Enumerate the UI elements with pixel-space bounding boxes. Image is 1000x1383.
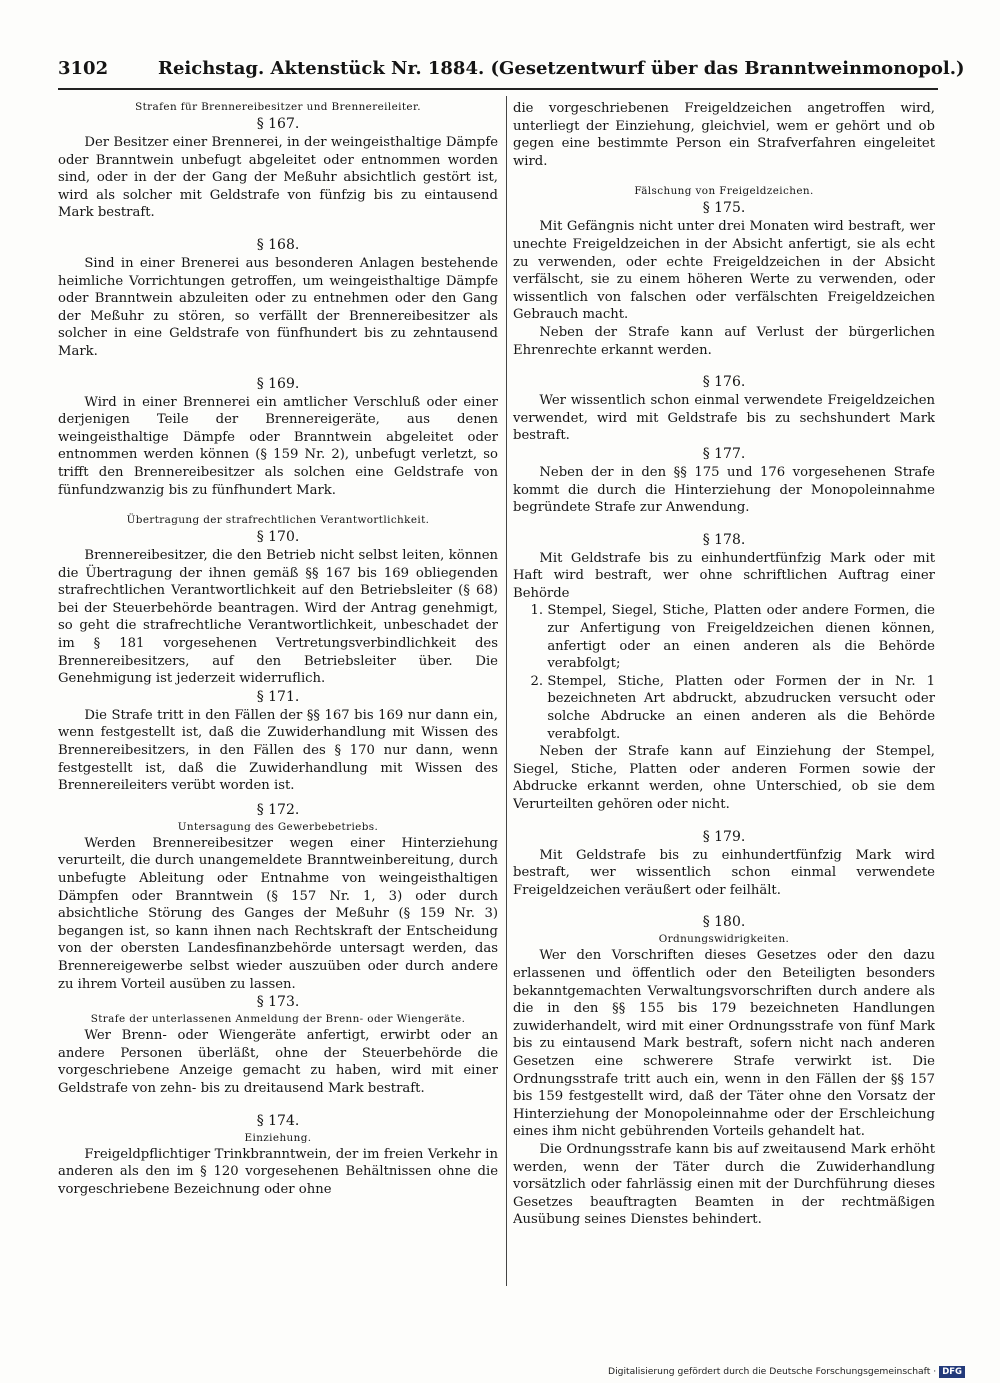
section-number: § 180. xyxy=(702,914,746,931)
paragraph: Die Strafe tritt in den Fällen der §§ 167 bis 169 nur dann ein, wenn festgestellt ist, daß die Zuwiderhandlung mit Wissen des Brennereibesitzers, in den Fällen des § 170 nur dann, wenn festgestellt ist, daß die Zuwiderhandlung mit Wissen des Brennereileiters verübt worden ist. xyxy=(58,707,498,794)
section-number: § 177. xyxy=(702,445,746,462)
page-header xyxy=(58,58,965,88)
paragraph: Mit Geldstrafe bis zu einhundertfünfzig Mark oder mit Haft wird bestraft, wer ohne schriftlichen Auftrag einer Behörde xyxy=(513,550,935,601)
section-subheading: Einziehung. xyxy=(244,1131,312,1144)
paragraph: Die Ordnungsstrafe kann bis auf zweitausend Mark erhöht werden, wenn der Täter durch die Zuwiderhandlung vorsätzlich oder fahrlässig einen mit der Durchführung dieses Gesetzes beauftragten Beamten in der rechtmäßigen Ausübung seines Dienstes behindert. xyxy=(513,1141,935,1228)
section-number: § 175. xyxy=(702,200,746,217)
section-number: § 173. xyxy=(256,994,300,1011)
spacer xyxy=(513,899,935,913)
paragraph: Mit Gefängnis nicht unter drei Monaten wird bestraft, wer unechte Freigeldzeichen in der Absicht anfertigt, sie als echt zu verwenden, oder echte Freigeldzeichen in der Absicht verfälscht, sie zu einem höheren Werte zu verwenden, oder wissentlich von falschen oder verfälschten Freigeldzeichen Gebrauch macht. xyxy=(513,219,935,323)
running-title: Reichstag. Aktenstück Nr. 1884. (Gesetzentwurf über das Branntweinmonopol.) xyxy=(158,58,965,79)
list-item: 2. Stempel, Stiche, Platten oder Formen der in Nr. 1 bezeichneten Art abdruckt, abzudrucken versucht oder solche Abdrucke an einen anderen als die Behörde verabfolgt. xyxy=(547,673,935,743)
spacer xyxy=(513,170,935,184)
page-number: 3102 xyxy=(58,58,109,79)
section-subheading: Fälschung von Freigeldzeichen. xyxy=(634,185,814,198)
section-number: § 168. xyxy=(256,236,300,253)
spacer xyxy=(58,499,498,513)
section-number: § 170. xyxy=(256,529,300,546)
left-column xyxy=(58,100,498,1280)
paragraph: Werden Brennereibesitzer wegen einer Hinterziehung verurteilt, die durch unangemeldete Branntweinbereitung, durch unbefugte Ableitung oder Entnahme von weingeisthaltigen Dämpfen oder Branntwein (§ 157 Nr. 1, 3) oder durch absichtliche Störung des Ganges der Meßuhr (§ 159 Nr. 3) begangen ist, so kann ihnen nach Rechtskraft der Entscheidung von der obersten Landesfinanzbehörde untersagt werden, das Brennereigewerbe selbst wieder auszuüben oder durch andere zu ihrem Vorteil ausüben zu lassen. xyxy=(58,835,498,992)
paragraph-continued: die vorgeschriebenen Freigeldzeichen angetroffen wird, unterliegt der Einziehung, gleichviel, wem er gehört und ob gegen eine bestimmte Person ein Strafverfahren eingeleitet wird. xyxy=(513,101,935,169)
spacer xyxy=(513,814,935,828)
paragraph: Sind in einer Brenerei aus besonderen Anlagen bestehende heimliche Vorrichtungen getroffen, um weingeisthaltige Dämpfe oder Branntwein abzuleiten oder zu entnehmen oder den Gang der Meßuhr zu stören, so verfällt der Brennereibesitzer als solcher in eine Geldstrafe von fünfhundert bis zu zehntausend Mark. xyxy=(58,255,498,359)
paragraph: Wer den Vorschriften dieses Gesetzes oder den dazu erlassenen und öffentlich oder den Beteiligten besonders bekanntgemachten Verwaltungsvorschriften durch andere als die in den §§ 155 bis 179 bezeichneten Handlungen zuwiderhandelt, wird mit einer Ordnungsstrafe von fünf Mark bis zu eintausend Mark bestraft, sofern nicht nach anderen Gesetzen eine schwerere Strafe verwirkt ist. Die Ordnungsstrafe tritt auch ein, wenn in den Fällen der §§ 157 bis 159 festgestellt wird, daß der Täter ohne den Vorsatz der Hinterziehung der Monopoleinnahme oder der Erschleichung eines ihm nicht gebührenden Vorteils gehandelt hat. xyxy=(513,948,935,1140)
spacer xyxy=(513,359,935,373)
paragraph: Freigeldpflichtiger Trinkbranntwein, der im freien Verkehr in anderen als den im § 120 vorgesehenen Behältnissen ohne die vorgeschriebene Bezeichnung oder ohne xyxy=(58,1146,498,1197)
section-number: § 167. xyxy=(256,116,300,132)
paragraph: Neben der Strafe kann auf Einziehung der Stempel, Siegel, Stiche, Platten oder anderen Formen sowie der Abdrucke erkannt werden, ohne Unterschied, ob sie dem Verurteilten gehören oder nicht. xyxy=(513,744,935,812)
paragraph: Neben der in den §§ 175 und 176 vorgesehenen Strafe kommt die durch die Hinterziehung der Monopoleinnahme begründete Strafe zur Anwendung. xyxy=(513,464,935,516)
paragraph: Neben der Strafe kann auf Verlust der bürgerlichen Ehrenrechte erkannt werden. xyxy=(513,324,935,358)
paragraph: Wird in einer Brennerei ein amtlicher Verschluß oder einer derjenigen Teile der Brennereigeräte, aus denen weingeisthaltige Dämpfe oder Branntwein abgeleitet oder entnommen werden können (§ 159 Nr. 2), unbefugt verletzt, so trifft den Brennereibesitzer als solchen eine Geldstrafe von fünfundzwanzig bis zu fünfhundert Mark. xyxy=(58,394,498,498)
funding-note: Digitalisierung gefördert durch die Deutsche Forschungsgemeinschaft · xyxy=(608,1366,937,1377)
paragraph: Wer wissentlich schon einmal verwendete Freigeldzeichen verwendet, wird mit Geldstrafe bis zu sechshundert Mark bestraft. xyxy=(513,393,935,444)
spacer xyxy=(58,1098,498,1112)
section-number: § 172. xyxy=(256,801,300,818)
dfg-logo: DFG xyxy=(939,1366,965,1378)
section-subheading: Strafen für Brennereibesitzer und Brennereileiter. xyxy=(135,101,421,113)
section-subheading: Übertragung der strafrechtlichen Verantwortlichkeit. xyxy=(126,514,430,527)
section-subheading: Untersagung des Gewerbebetriebs. xyxy=(177,820,379,833)
numbered-list xyxy=(513,602,935,743)
section-subheading: Strafe der unterlassenen Anmeldung der Brenn- oder Wiengeräte. xyxy=(90,1013,466,1026)
paragraph: Brennereibesitzer, die den Betrieb nicht selbst leiten, können die Übertragung der ihnen gemäß §§ 167 bis 169 obliegenden strafrechtlichen Verantwortlichkeit auf den Betriebsleiter (§ 68) bei der Steuerbehörde beantragen. Wird der Antrag genehmigt, so geht die strafrechtliche Verantwortlichkeit, unbeschadet der im § 181 vorgesehenen Vertretungsverbindlichkeit des Brennereibesitzers, auf den Betriebsleiter über. Die Genehmigung ist jederzeit widerruflich. xyxy=(58,548,498,687)
section-subheading: Ordnungswidrigkeiten. xyxy=(658,933,790,946)
section-number: § 178. xyxy=(702,531,746,548)
paragraph: Der Besitzer einer Brennerei, in der weingeisthaltige Dämpfe oder Branntwein unbefugt abgeleitet oder entnommen worden sind, oder in der der Gang der Meßuhr absichtlich gestört ist, wird als solcher mit Geldstrafe von fünfzig bis zu eintausend Mark bestraft. xyxy=(58,135,498,221)
spacer xyxy=(58,222,498,236)
paragraph: Mit Geldstrafe bis zu einhundertfünfzig Mark wird bestraft, wer wissentlich schon einmal verwendete Freigeldzeichen veräußert oder feilhält. xyxy=(513,847,935,898)
section-number: § 171. xyxy=(256,688,300,705)
spacer xyxy=(58,361,498,375)
header-rule xyxy=(58,88,938,90)
section-number: § 169. xyxy=(256,375,300,392)
list-item: 1. Stempel, Siegel, Stiche, Platten oder andere Formen, die zur Anfertigung von Freigeldzeichen dienen können, anfertigt oder an einen anderen als die Behörde verabfolgt; xyxy=(547,602,935,672)
right-column xyxy=(513,100,935,1280)
section-number: § 174. xyxy=(256,1112,300,1129)
column-divider xyxy=(506,96,507,1286)
section-number: § 176. xyxy=(702,374,746,391)
footer xyxy=(608,1365,993,1379)
section-number: § 179. xyxy=(702,828,746,845)
paragraph: Wer Brenn- oder Wiengeräte anfertigt, erwirbt oder an andere Personen überläßt, ohne der Steuerbehörde die vorgeschriebene Anzeige gemacht zu haben, wird mit einer Geldstrafe von zehn- bis zu dreitausend Mark bestraft. xyxy=(58,1028,498,1096)
spacer xyxy=(513,517,935,531)
